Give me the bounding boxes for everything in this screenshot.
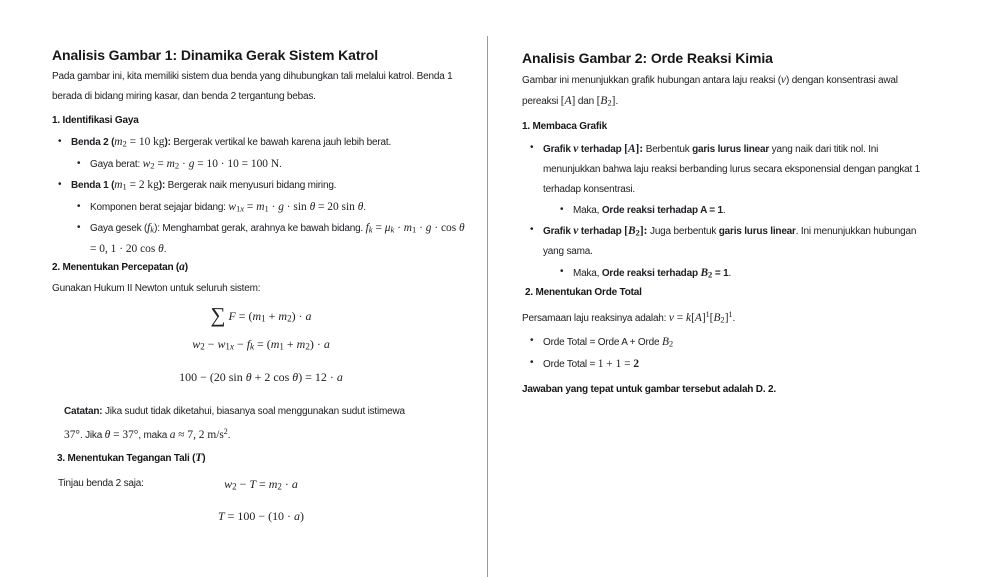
note-catatan: Catatan: Jika sudut tidak diketahui, biasanya soal menggunakan sudut istimewa 37°. Jika θ = 37°, maka a ≈ 7, 2 $m/s^2$.: [64, 406, 405, 442]
list-item-benda-1: [71, 176, 470, 259]
list-item-orde-a: [573, 201, 927, 221]
tension-lead: Tinjau benda 2 saja:: [58, 478, 144, 490]
benda-1-sublist: [71, 198, 470, 259]
grafik-a-sublist: [543, 201, 927, 221]
conclusion-answer: Jawaban yang tepat untuk gambar tersebut adalah D. 2.: [522, 383, 776, 395]
column-divider: [487, 36, 488, 577]
grafik-b2-text: Grafik v terhadap [B2]: Juga berbentuk garis lurus linear. Ini menunjukkan hubungan yang sama.: [543, 224, 917, 258]
orde-sum-text: Orde Total = Orde A + Orde B2: [543, 336, 674, 349]
list-item-komponen-berat: [90, 198, 470, 219]
benda-2-sublist: [71, 155, 470, 176]
list-item-orde-sum: [543, 332, 927, 354]
article-2-title: Analisis Gambar 2: Orde Reaksi Kimia: [522, 50, 773, 66]
article-1-title: Analisis Gambar 1: Dinamika Gerak Sistem Katrol: [52, 47, 378, 63]
section-tegangan-heading: [52, 451, 470, 466]
equation-force-balance: w2 − w1x − fk = (m1 + m2) · a: [192, 336, 330, 352]
article-analysis-1: [52, 0, 470, 525]
benda-1-text: Benda 1 (m1 = 2 kg): Bergerak naik menyusuri bidang miring.: [71, 179, 337, 192]
list-item-grafik-b2: [543, 221, 927, 285]
gaya-gesek-text: Gaya gesek (fk): Menghambat gerak, arahnya ke bawah bidang. fk = μk · m1 · g · cos θ = 0, 1 · 20 cos θ.: [90, 222, 465, 255]
orde-result-text: Orde Total = 1 + 1 = 2: [543, 357, 640, 370]
section-orde-total-heading: 2. Menentukan Orde Total: [525, 286, 642, 298]
list-item-gaya-gesek: [90, 219, 470, 259]
article-2-intro: Gambar ini menunjukkan grafik hubungan antara laju reaksi (v) dengan konsentrasi awal pereaksi [A] dan [B2].: [522, 74, 898, 108]
list-item-benda-2: [71, 133, 470, 175]
orde-a-text: Maka, Orde reaksi terhadap A = 1.: [573, 204, 726, 216]
section-percepatan-heading: [52, 260, 470, 275]
article-1-intro: Pada gambar ini, kita memiliki sistem dua benda yang dihubungkan tali melalui katrol. Benda 1 berada di bidang miring kasar, dan benda 2 tergantung bebas.: [52, 71, 453, 102]
graph-reading-list: [522, 139, 927, 285]
article-analysis-2: [522, 0, 927, 400]
equation-tension-1: w2 − T = m2 · a: [224, 477, 298, 492]
section-identifikasi-gaya-heading: 1. Identifikasi Gaya: [52, 115, 139, 126]
section-membaca-grafik-heading: 1. Membaca Grafik: [522, 120, 607, 132]
forces-list: [52, 133, 470, 259]
section-tegangan-heading-text: 3. Menentukan Tegangan Tali (T): [57, 452, 206, 465]
section-percepatan-heading-text: 2. Menentukan Percepatan (a): [52, 260, 188, 273]
gaya-berat-text: Gaya berat: w2 = m2 · g = 10 · 10 = 100 N.: [90, 157, 282, 171]
equation-numeric: 100 − (20 sin θ + 2 cos θ) = 12 · a: [179, 370, 343, 385]
orde-total-lead: Persamaan laju reaksinya adalah: $v = k[A]^1[B2]^1$.: [522, 309, 736, 325]
grafik-b2-sublist: [543, 263, 927, 285]
list-item-gaya-berat: [90, 155, 470, 176]
komponen-berat-text: Komponen berat sejajar bidang: w1x = m1 · g · sin θ = 20 sin θ.: [90, 200, 366, 214]
list-item-orde-b2: [573, 263, 927, 285]
orde-b2-text: Maka, Orde reaksi terhadap B2 = 1.: [573, 267, 732, 280]
tension-row: [52, 474, 470, 494]
benda-2-text: Benda 2 (m2 = 10 kg): Bergerak vertikal ke bawah karena jauh lebih berat.: [71, 136, 392, 149]
percepatan-lead: Gunakan Hukum II Newton untuk seluruh sistem:: [52, 282, 261, 294]
equation-tension-2: T = 100 − (10 · a): [217, 509, 304, 524]
equation-newton-sum: ∑ F = (m1 + m2) · a: [210, 302, 312, 327]
list-item-orde-result: [543, 354, 927, 375]
orde-total-list: [522, 332, 927, 375]
grafik-a-text: Grafik v terhadap [A]: Berbentuk garis lurus linear yang naik dari titik nol. Ini menunjukkan bahwa laju reaksi berbanding lurus secara eksponensial dengan pangkat 1 terhadap konsentrasi.: [543, 142, 920, 195]
list-item-grafik-a: [543, 139, 927, 221]
